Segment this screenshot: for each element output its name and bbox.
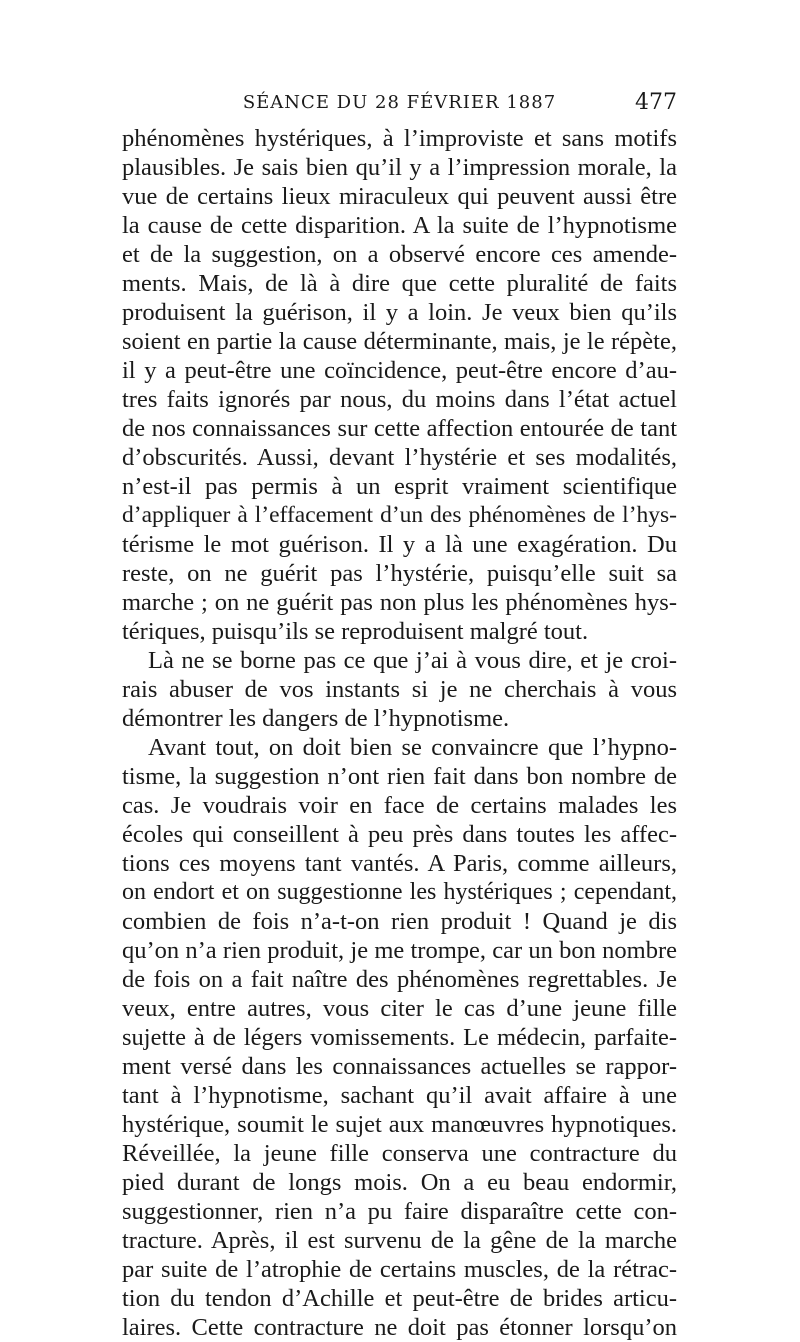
text-line: démontrer les dangers de l’hypnotisme. bbox=[122, 705, 510, 732]
text-line: combien de fois n’a-t-on rien produit ! Quand je dis bbox=[122, 908, 677, 935]
body-text bbox=[122, 124, 677, 1342]
text-line: ment versé dans les connaissances actuelles se rappor- bbox=[122, 1053, 677, 1080]
text-line: tion du tendon d’Achille et peut-être de brides articu- bbox=[122, 1285, 677, 1312]
page-number: 477 bbox=[635, 90, 677, 115]
text-line: la cause de cette disparition. A la suite de l’hypnotisme bbox=[122, 212, 677, 239]
text-line: n’est-il pas permis à un esprit vraiment scientifique bbox=[122, 473, 677, 500]
text-line: Avant tout, on doit bien se convaincre que l’hypno- bbox=[148, 734, 677, 761]
text-line: rais abuser de vos instants si je ne cherchais à vous bbox=[122, 676, 677, 703]
text-line: pied durant de longs mois. On a eu beau endormir, bbox=[122, 1169, 677, 1196]
running-title: SÉANCE DU 28 FÉVRIER 1887 bbox=[242, 92, 557, 113]
text-line: on endort et on suggestionne les hystériques ; cependant, bbox=[122, 879, 677, 905]
text-line: hystérique, soumit le sujet aux manœuvres hypnotiques. bbox=[122, 1111, 677, 1138]
text-line: produisent la guérison, il y a loin. Je veux bien qu’ils bbox=[122, 299, 677, 326]
text-line: de fois on a fait naître des phénomènes regrettables. Je bbox=[122, 966, 677, 993]
text-line: vue de certains lieux miraculeux qui peuvent aussi être bbox=[122, 183, 677, 210]
text-line: tions ces moyens tant vantés. A Paris, comme ailleurs, bbox=[122, 850, 677, 877]
text-line: tant à l’hypnotisme, sachant qu’il avait affaire à une bbox=[122, 1082, 677, 1109]
text-line: et de la suggestion, on a observé encore ces amende- bbox=[122, 241, 677, 268]
text-line: cas. Je voudrais voir en face de certains malades les bbox=[122, 792, 677, 819]
text-line: laires. Cette contracture ne doit pas étonner lorsqu’on bbox=[122, 1314, 677, 1341]
text-line: d’appliquer à l’effacement d’un des phénomènes de l’hys- bbox=[122, 502, 677, 528]
text-line: de nos connaissances sur cette affection entourée de tant bbox=[122, 415, 677, 442]
text-line: d’obscurités. Aussi, devant l’hystérie et ses modalités, bbox=[122, 444, 677, 471]
text-line: tres faits ignorés par nous, du moins dans l’état actuel bbox=[122, 386, 677, 413]
text-line: il y a peut-être une coïncidence, peut-être encore d’au- bbox=[122, 357, 677, 384]
text-line: soient en partie la cause déterminante, mais, je le répète, bbox=[122, 328, 677, 355]
text-line: marche ; on ne guérit pas non plus les phénomènes hys- bbox=[122, 589, 677, 616]
text-line: veux, entre autres, vous citer le cas d’une jeune fille bbox=[122, 995, 677, 1022]
text-line: tériques, puisqu’ils se reproduisent malgré tout. bbox=[122, 618, 589, 645]
text-line: sujette à de légers vomissements. Le médecin, parfaite- bbox=[122, 1024, 677, 1051]
text-line: térisme le mot guérison. Il y a là une exagération. Du bbox=[122, 531, 677, 558]
text-line: suggestionner, rien n’a pu faire disparaître cette con- bbox=[122, 1198, 677, 1225]
text-line: tracture. Après, il est survenu de la gêne de la marche bbox=[122, 1227, 677, 1254]
text-line: qu’on n’a rien produit, je me trompe, car un bon nombre bbox=[122, 937, 677, 964]
text-line: Là ne se borne pas ce que j’ai à vous dire, et je croi- bbox=[148, 647, 677, 674]
text-line: ments. Mais, de là à dire que cette pluralité de faits bbox=[122, 270, 677, 297]
text-line: phénomènes hystériques, à l’improviste et sans motifs bbox=[122, 125, 677, 152]
text-line: par suite de l’atrophie de certains muscles, de la rétrac- bbox=[122, 1256, 677, 1283]
running-head bbox=[122, 92, 677, 122]
text-line: tisme, la suggestion n’ont rien fait dans bon nombre de bbox=[122, 763, 677, 790]
text-line: écoles qui conseillent à peu près dans toutes les affec- bbox=[122, 821, 677, 848]
text-line: plausibles. Je sais bien qu’il y a l’impression morale, la bbox=[122, 154, 677, 181]
text-line: reste, on ne guérit pas l’hystérie, puisqu’elle suit sa bbox=[122, 560, 677, 587]
text-line: Réveillée, la jeune fille conserva une contracture du bbox=[122, 1140, 677, 1167]
